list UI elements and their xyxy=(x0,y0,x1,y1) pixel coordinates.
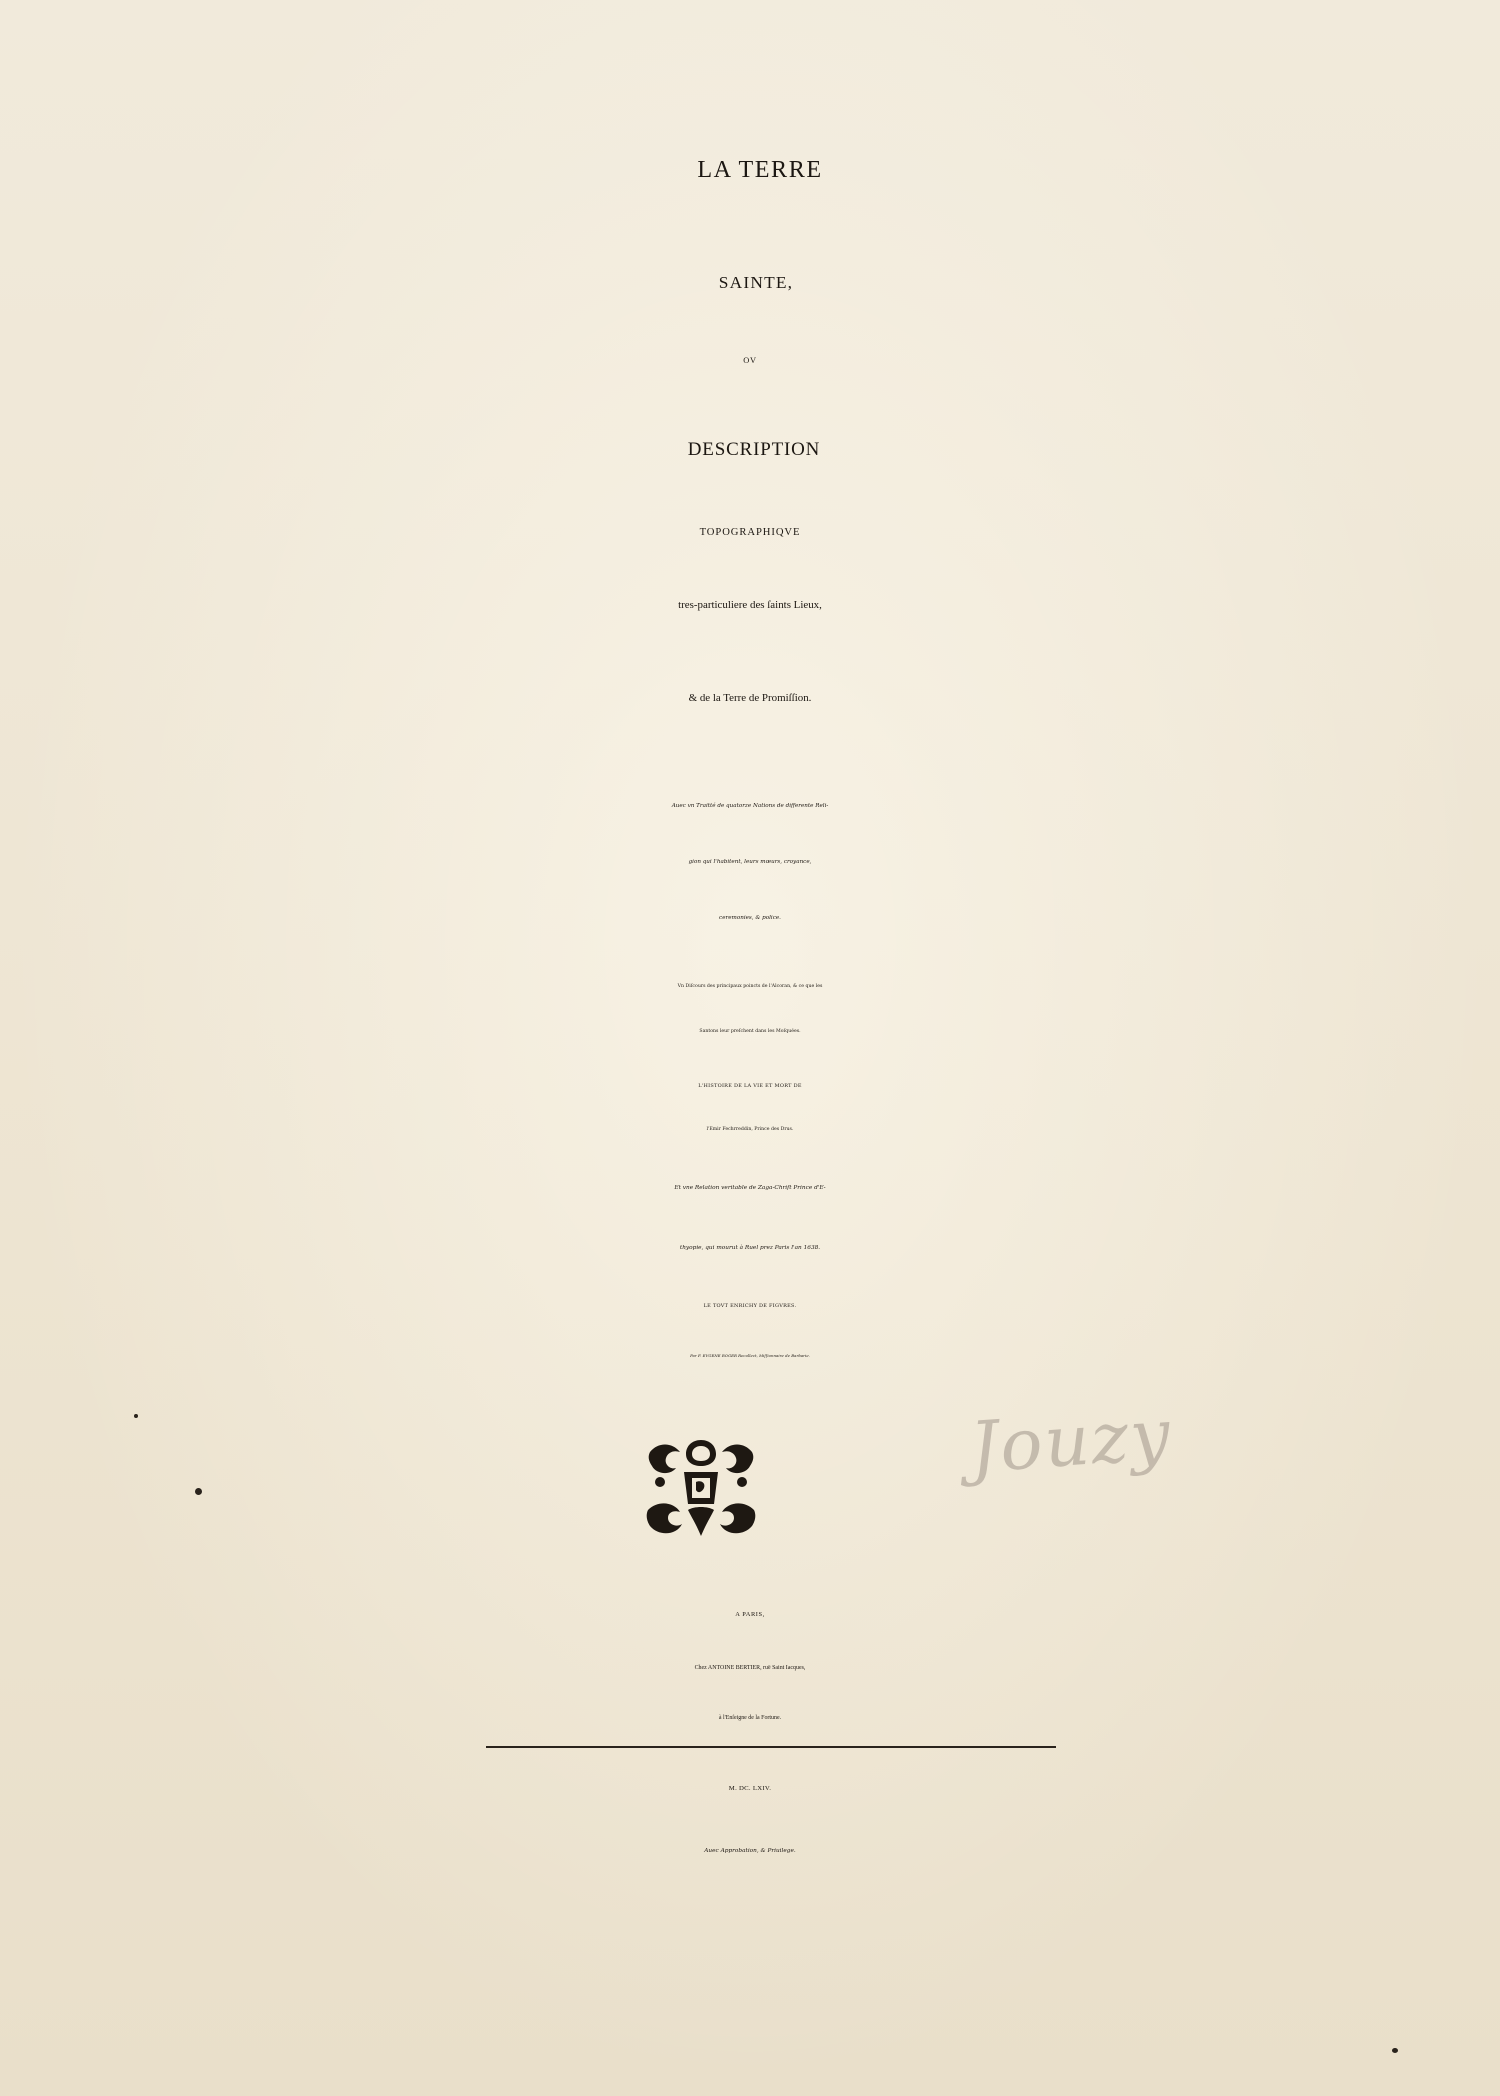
imprint-sign: à l'Enſeigne de la Fortune. xyxy=(718,1715,782,1721)
imprint-approbation: Auec Approbation, & Priuilege. xyxy=(704,1848,796,1854)
discours-line-2: Santons leur preſchent dans les Moſquées. xyxy=(699,1029,801,1034)
imprint-city: A PARIS, xyxy=(735,1611,765,1618)
imprint-date: M. DC. LXIV. xyxy=(728,1785,772,1792)
ink-speck xyxy=(134,1414,138,1418)
enrichy-line: LE TOVT ENRICHY DE FIGVRES. xyxy=(703,1303,797,1309)
subtitle-italic-line-2: gion qui l'habitent, leurs mœurs, croyance, xyxy=(688,859,812,865)
title-line-description: DESCRIPTION xyxy=(687,439,821,460)
ink-speck xyxy=(1392,2048,1398,2053)
discours-line-1: Vn Diſcours des principaux poincts de l'Alcoran, & ce que les xyxy=(677,984,823,989)
relation-line-2: thyopie, qui mourut à Ruel prez Paris l'an 1638. xyxy=(679,1245,821,1251)
imprint-publisher: Chez ANTOINE BERTIER, ruë Saint Iacques, xyxy=(694,1665,806,1671)
title-line-saints-lieux: tres-particuliere des ſaints Lieux, xyxy=(678,599,822,611)
author-line: Par F. EVGENE ROGER Recollect, Miſſionnaire de Barbarie. xyxy=(690,1353,810,1358)
handwritten-signature: Jouzy xyxy=(967,1393,1175,1489)
relation-line-1: Et vne Relation veritable de Zaga-Chriſt Prince d'E- xyxy=(674,1185,826,1191)
printers-ornament-icon xyxy=(640,1432,762,1544)
ink-speck xyxy=(195,1488,202,1495)
title-line-topographique: TOPOGRAPHIQVE xyxy=(699,527,801,538)
title-line-la-terre: LA TERRE xyxy=(697,157,823,183)
subtitle-italic-line-3: ceremonies, & police. xyxy=(719,915,781,921)
title-line-terre-de-promission: & de la Terre de Promiſſion. xyxy=(688,692,812,704)
title-line-ou: OV xyxy=(743,356,757,365)
subtitle-italic-line-1: Auec vn Traitté de quatorze Nations de differente Reli- xyxy=(671,803,829,809)
imprint-divider xyxy=(486,1746,1056,1748)
histoire-line-1: L'HISTOIRE DE LA VIE ET MORT DE xyxy=(698,1083,802,1089)
title-line-sainte: SAINTE, xyxy=(718,273,794,292)
histoire-line-2: l'Emir Fechrreddin, Prince des Drus. xyxy=(706,1127,794,1132)
